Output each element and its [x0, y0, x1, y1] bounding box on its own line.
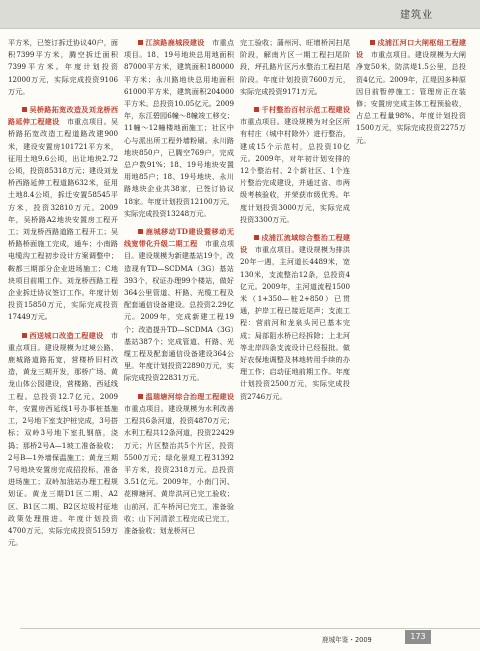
entry-body: 市重点项目。18、19号地块总用地面积87000平方米，建筑面积180000平方米；永川路地块总用地面积61000平方米，建筑面积204000平方米。总投资10.05亿元。2009年，东江碧园6幢～8幢竣工移交；11幢～12幢楼地面施工；社区中心与派出所工程外墙粉刷。永川路地块850户，已腾空769户，完成总户数91%；18、19号地块安置用地85户；18、19号地块、永川路地块企业共38家，已签订协议18家。年度计划投资12100万元，实际完成投资13248万元。	[124, 38, 234, 218]
entry	[240, 232, 350, 403]
entry	[356, 37, 466, 147]
square-bullet-icon	[138, 394, 143, 399]
page-footer	[0, 624, 480, 651]
paragraph: 平方米，已签订拆迁协议40户，面积7399平方米，腾空拆迁面积7399平方米。年度计划投资12000万元，实际完成投资9106万元。	[8, 38, 118, 96]
entry	[8, 330, 118, 550]
entry-title: 西送城口改造工程建设	[29, 330, 104, 340]
header-band	[0, 0, 480, 29]
entry-paragraph	[356, 37, 466, 147]
square-bullet-icon	[22, 333, 27, 338]
section-tab: 建筑业	[400, 10, 433, 21]
entry-paragraph	[8, 104, 118, 324]
page-number: 173	[405, 630, 431, 644]
entry-paragraph	[8, 330, 118, 550]
entry-body: 市重点项目。建设规模为排洪20年一遇，主河道长4489米，宽130米，支流整治12条，总投资4亿元。2009年，主河道流程1500米（1+350—桩2+850）已贯通，护岸工程已接近尾声；支流工程：营前河和龙泉头河已基本完成；局部阻水桥已经拆除；上北河等北岸四条支流设计已经报批。做好农保地调整及林地转用手续的办理工作；启动征地前期工作。年度计划投资2500万元，实际完成投资2746万元。	[240, 245, 350, 401]
entry-title: 吴桥路拓宽改造及刘龙桥西路延伸工程建设	[8, 105, 118, 127]
paragraph: 完工验收；蒲州河、旺增桥河扫尾阶段，解南片区一期工程扫尾阶段，坪孔路片区污水整治工程扫尾阶段。年度计划投资7600万元，实际完成投资9171万元。	[240, 38, 350, 96]
text-column-3	[240, 37, 350, 613]
entry-title: 江滨路鹿城段建设	[145, 38, 205, 47]
entry-title: 温瑞塘河综合治理工程建设	[145, 391, 234, 401]
square-bullet-icon	[138, 229, 143, 234]
square-bullet-icon	[22, 107, 27, 112]
entry	[124, 37, 234, 220]
text-column-4	[356, 37, 466, 613]
entry-body: 市重点项目。建设规模为新建基站19个，改造现有TD—SCDMA（3G）基站393个，权证办理99个楼站，做好364公里管道、杆路、光缆工程及配套通信设备建设。总投资2.29亿元。2009年，完成新建工程19个；改造提升TD—SCDMA（3G）基站387个；完成管道、杆路、光缆工程及配套通信设备建设364公里。年度计划投资22890万元，实际完成投资22831万元。	[124, 239, 234, 383]
text-column-1	[8, 37, 118, 613]
text-column-2	[124, 37, 234, 613]
publication-name: 鹿城年鉴・2009	[322, 636, 372, 644]
entry-title: 鹿城移动TD建设暨移动无线宽带化升级二期工程	[124, 227, 234, 249]
entry-paragraph	[124, 37, 234, 220]
square-bullet-icon	[370, 40, 375, 45]
entry-body: 市重点项目。建设规模为过境公路、鹿城路道路拓宽，营楼桥旧村改造，黄龙三期开发，那桥广场、黄龙山体公园建设，营楼路、西延线工程。总投资12.7亿元。2009年，安置房西延线1号办事桩基施工，2号地下室支护桩完成，3号搭标；双岭3号地下室扎钢筋，浇捣；那桥2号A—1坡工准备验收；2号B—1外墙保温施工；黄龙三期7号地块安置房完成招投标，准备进场施工；双岭加油站办理工程规划证。黄龙三期D1区二期、A2区、B1区二期、B2区垃圾村征地政策处理推进。年度计划投资4700万元，实际完成投资5159万元。	[8, 330, 118, 548]
entry-paragraph	[240, 232, 350, 403]
entry	[240, 104, 350, 226]
entry	[8, 104, 118, 324]
square-bullet-icon	[254, 235, 259, 240]
entry-title: 戍浦江流域综合整治工程建设	[240, 233, 350, 255]
entry-paragraph	[124, 226, 234, 385]
entry-title: 千村整治百村示范工程建设	[261, 105, 350, 115]
entry-body: 市重点项目。建设规模为水利改善工程共6条河道，投资4870万元；水利工程共12条河道，投资22429万元；片区整治共5个片区，投资5500万元；绿化景观工程31392平方米，投资2318万元。总投资3.51亿元。2009年，小南门河、花柳塘河、黄岸洪河已完工验收；山前河、汇车桥河已完工，准备验收；山下河清淤工程完成已完工，准备验收；划龙桥河已	[124, 403, 234, 535]
footer-rule	[20, 628, 480, 629]
square-bullet-icon	[254, 107, 259, 112]
entry	[124, 391, 234, 537]
entry-body: 市重点项目。建设规模为对全区所有村庄（城中村除外）进行整治，建成15个示范村，总投资10亿元。2009年，对年初计划安排的12个整治村、2个新社区、1个连片整治完成建设，并通过省、市两级考核验收，并荣获市级优秀。年度计划投资3000万元，实际完成投资3300万元。	[240, 117, 350, 224]
entry-body: 市重点项目。建设规模为大闸净宽50米，防洪堤1.5公里，总投资4亿元。2009年，江堤因多种原因目前暂停施工；管理房正在装修；安置房完成主体工程预验收，占总工程量98%。年度计划投资1500万元，实际完成投资2275万元。	[356, 50, 466, 145]
entry-body: 市重点项目。吴桥路拓宽改造工程道路改建900米，建设安置房101721平方米，征用土地9.6公顷，出让地块2.72公顷，投资85318万元；建设刘龙桥西路延伸工程道路632米，征用土地8.4公顷，拆迁安置58545平方米，投资32810万元。2009年，吴桥路A2地块安置房工程开工；刘龙桥西路道路工程开工；吴桥路桥面施工完成，通车；小南路电缆沟工程初步设计方案调整中；鞍都三期部分企业进场施工；C地块项目前期工作。刘龙桥西路工程企业拆迁协议签订工作。年度计划投资15850万元，实际完成投资17449万元。	[8, 117, 118, 322]
entry-title: 戍浦江河口大闸枢纽工程建设	[356, 38, 466, 60]
entry	[124, 226, 234, 385]
entry-paragraph	[240, 104, 350, 226]
square-bullet-icon	[138, 40, 143, 45]
entry-paragraph	[124, 391, 234, 537]
